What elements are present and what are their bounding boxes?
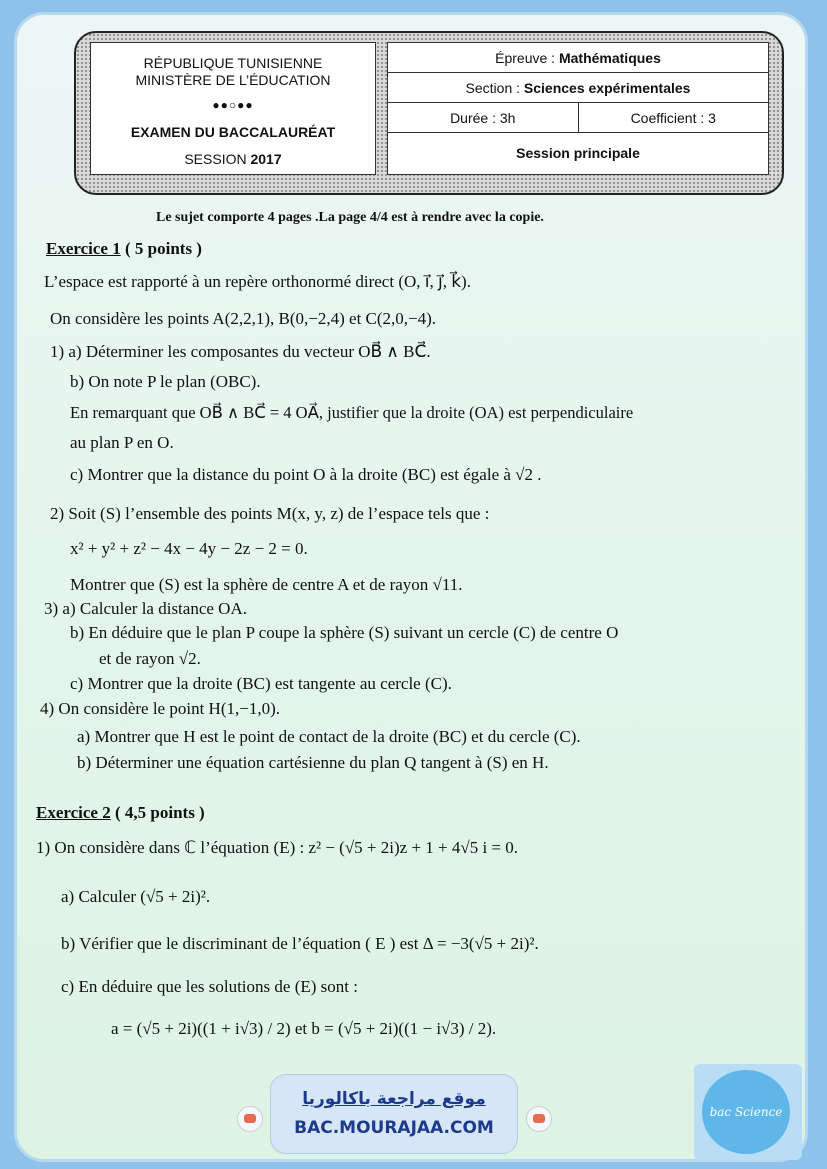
ex1-line: 2) Soit (S) l’ensemble des points M(x, y, z) de l’espace tels que : (50, 504, 490, 523)
exercice2-heading (36, 803, 205, 823)
exam-label: EXAMEN DU BACCALAURÉAT (130, 124, 336, 140)
section-value: Sciences expérimentales (523, 79, 691, 96)
subject-note: Le sujet comporte 4 pages .La page 4/4 est à rendre avec la copie. (156, 210, 544, 225)
session-year: 2017 (250, 151, 282, 167)
exercice1-points: ( 5 points ) (124, 239, 202, 258)
ex1-line: L’espace est rapporté à un repère orthonormé direct (O, i⃗, j⃗, k⃗). (44, 272, 471, 291)
site-url-link[interactable]: BAC.MOURAJAA.COM (294, 1118, 494, 1138)
ex2-line: 1) On considère dans ℂ l’équation (E) : z² − (√5 + 2i)z + 1 + 4√5 i = 0. (36, 838, 519, 857)
ex1-line: 4) On considère le point H(1,−1,0). (40, 699, 280, 718)
ex1-line: et de rayon √2. (99, 649, 201, 668)
epreuve-value: Mathématiques (558, 49, 661, 66)
ex2-line: a = (√5 + 2i)((1 + i√3) / 2) et b = (√5 + 2i)((1 − i√3) / 2). (111, 1019, 497, 1038)
ex1-line: On considère les points A(2,2,1), B(0,−2,4) et C(2,0,−4). (50, 309, 437, 328)
site-mini-logo-icon (237, 1106, 263, 1132)
exercice2-points: ( 4,5 points ) (114, 803, 205, 822)
ex1-line: au plan P en O. (70, 433, 174, 452)
ex1-line: Montrer que (S) est la sphère de centre A et de rayon √11. (70, 575, 463, 594)
bac-science-logo (694, 1064, 802, 1160)
duree-coef-row (388, 103, 768, 133)
ex1-line: a) Montrer que H est le point de contact de la droite (BC) et du cercle (C). (77, 727, 581, 746)
ex1-line: 3) a) Calculer la distance OA. (44, 599, 247, 618)
ex2-line: b) Vérifier que le discriminant de l’équation ( E ) est Δ = −3(√5 + 2i)². (61, 934, 539, 953)
bac-science-logo-text: bac Science (702, 1070, 790, 1154)
site-banner[interactable] (270, 1074, 518, 1154)
session-line (91, 151, 375, 167)
ministry-label: MINISTÈRE DE L’ÉDUCATION (135, 72, 331, 88)
ex1-line: c) Montrer que la droite (BC) est tangente au cercle (C). (70, 674, 452, 693)
exercice2-title: Exercice 2 (36, 803, 111, 822)
epreuve-row (388, 43, 768, 73)
header-left-box (90, 42, 376, 175)
ex1-line: c) Montrer que la distance du point O à la droite (BC) est égale à √2 . (70, 465, 542, 484)
site-arabic-name[interactable]: موقع مراجعة باكالوريا (302, 1089, 486, 1109)
ex1-line: 1) a) Déterminer les composantes du vecteur OB⃗ ∧ BC⃗. (50, 342, 431, 361)
exam-page (14, 12, 808, 1162)
ex1-line: b) Déterminer une équation cartésienne du plan Q tangent à (S) en H. (77, 753, 549, 772)
ex1-line: En remarquant que OB⃗ ∧ BC⃗ = 4 OA⃗, justifier que la droite (OA) est perpendiculaire (70, 403, 634, 422)
dots-ornament: ●●○●● (212, 98, 254, 112)
section-row (388, 73, 768, 103)
section-label: Section : (465, 79, 521, 96)
session-type: Session principale (516, 145, 640, 161)
header-right-box (387, 42, 769, 175)
session-label: SESSION (184, 151, 247, 167)
exercice1-heading (46, 239, 202, 259)
coefficient-cell: Coefficient : 3 (578, 103, 769, 132)
exercice1-title: Exercice 1 (46, 239, 121, 258)
duree-cell: Durée : 3h (450, 109, 516, 126)
ex1-line: b) On note P le plan (OBC). (70, 372, 261, 391)
ex1-line: b) En déduire que le plan P coupe la sphère (S) suivant un cercle (C) de centre O (70, 623, 619, 642)
exam-header (74, 31, 784, 195)
ex2-line: c) En déduire que les solutions de (E) sont : (61, 977, 358, 996)
site-mini-logo-icon (526, 1106, 552, 1132)
ex1-line: x² + y² + z² − 4x − 4y − 2z − 2 = 0. (70, 539, 308, 558)
ex2-line: a) Calculer (√5 + 2i)². (61, 887, 211, 906)
republic-label: RÉPUBLIQUE TUNISIENNE (143, 55, 323, 71)
epreuve-label: Épreuve : (495, 49, 556, 66)
